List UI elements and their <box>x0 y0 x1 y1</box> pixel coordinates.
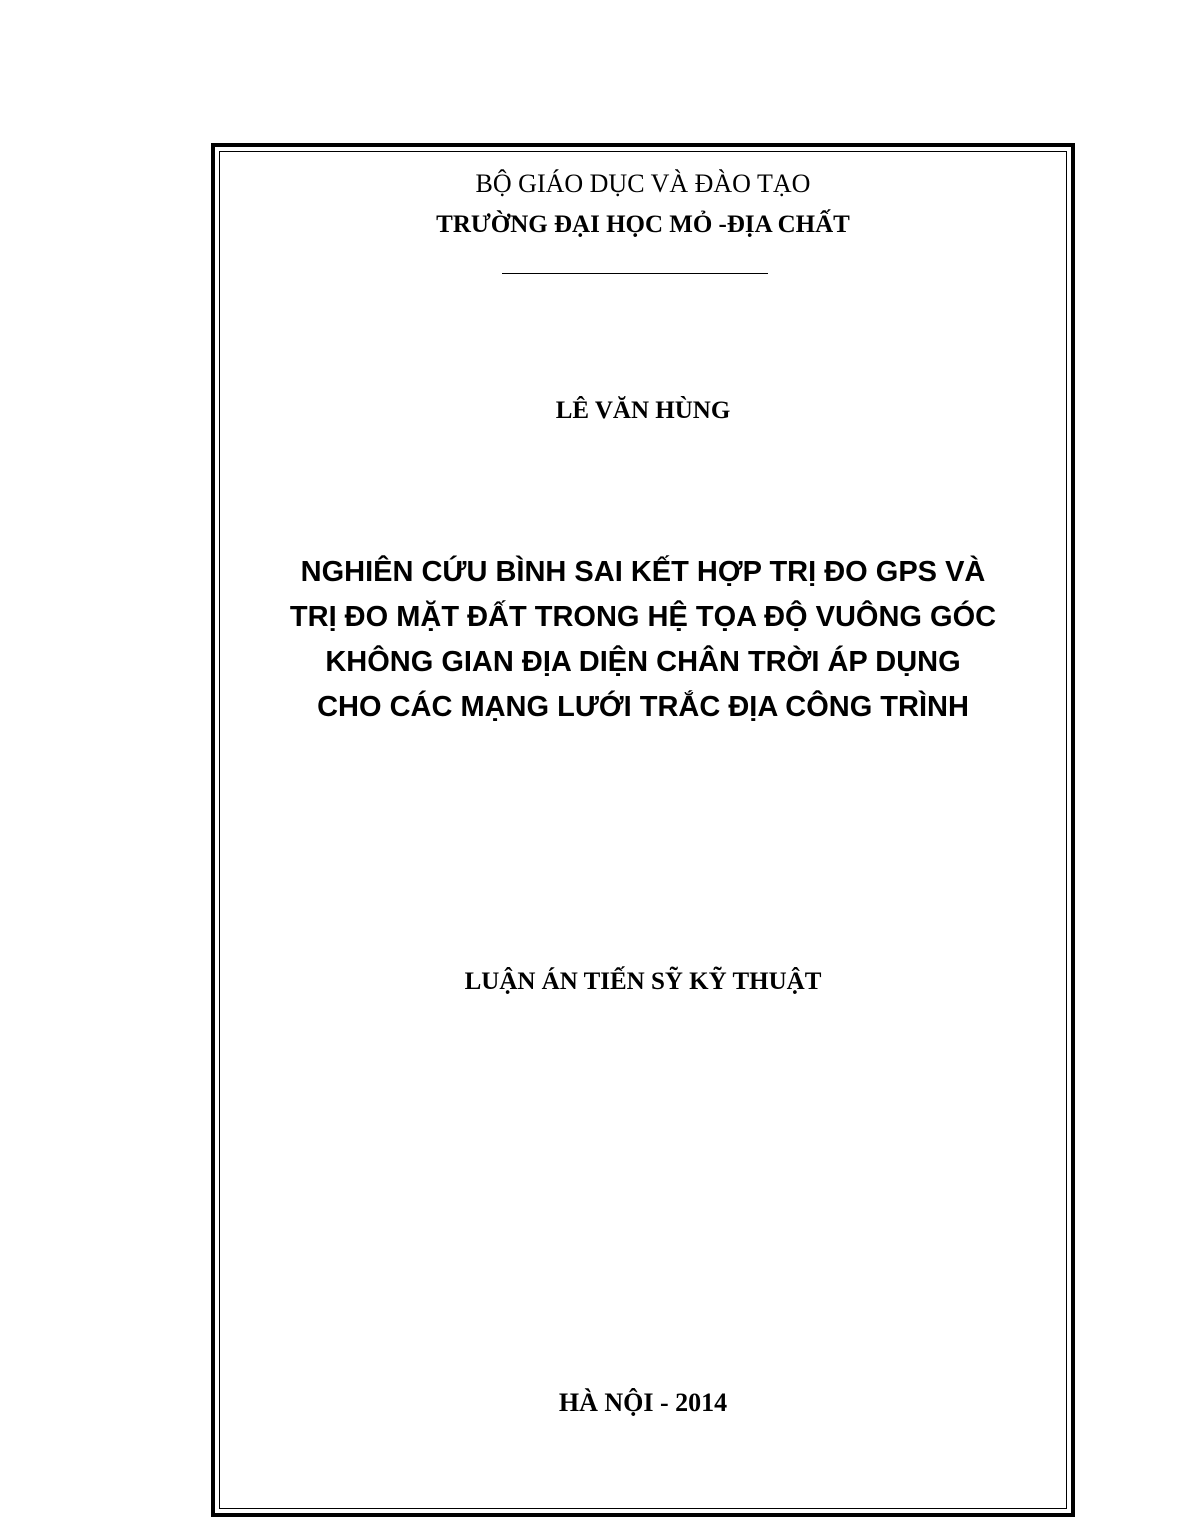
thesis-title <box>219 550 1067 730</box>
ministry-name: BỘ GIÁO DỤC VÀ ĐÀO TẠO <box>475 169 811 198</box>
thesis-title-line: KHÔNG GIAN ĐỊA DIỆN CHÂN TRỜI ÁP DỤNG <box>325 646 961 678</box>
degree-type: LUẬN ÁN TIẾN SỸ KỸ THUẬT <box>464 968 822 995</box>
place-and-year: HÀ NỘI - 2014 <box>558 1388 728 1417</box>
cover-inner-border <box>219 151 1067 1509</box>
thesis-title-line: TRỊ ĐO MẶT ĐẤT TRONG HỆ TỌA ĐỘ VUÔNG GÓC <box>289 601 997 633</box>
thesis-title-line: NGHIÊN CỨU BÌNH SAI KẾT HỢP TRỊ ĐO GPS VÀ <box>300 556 986 588</box>
thesis-title-line: CHO CÁC MẠNG LƯỚI TRẮC ĐỊA CÔNG TRÌNH <box>317 691 969 723</box>
header-divider <box>502 273 768 274</box>
university-name: TRƯỜNG ĐẠI HỌC MỎ -ĐỊA CHẤT <box>436 211 850 238</box>
author-name: LÊ VĂN HÙNG <box>555 397 731 424</box>
